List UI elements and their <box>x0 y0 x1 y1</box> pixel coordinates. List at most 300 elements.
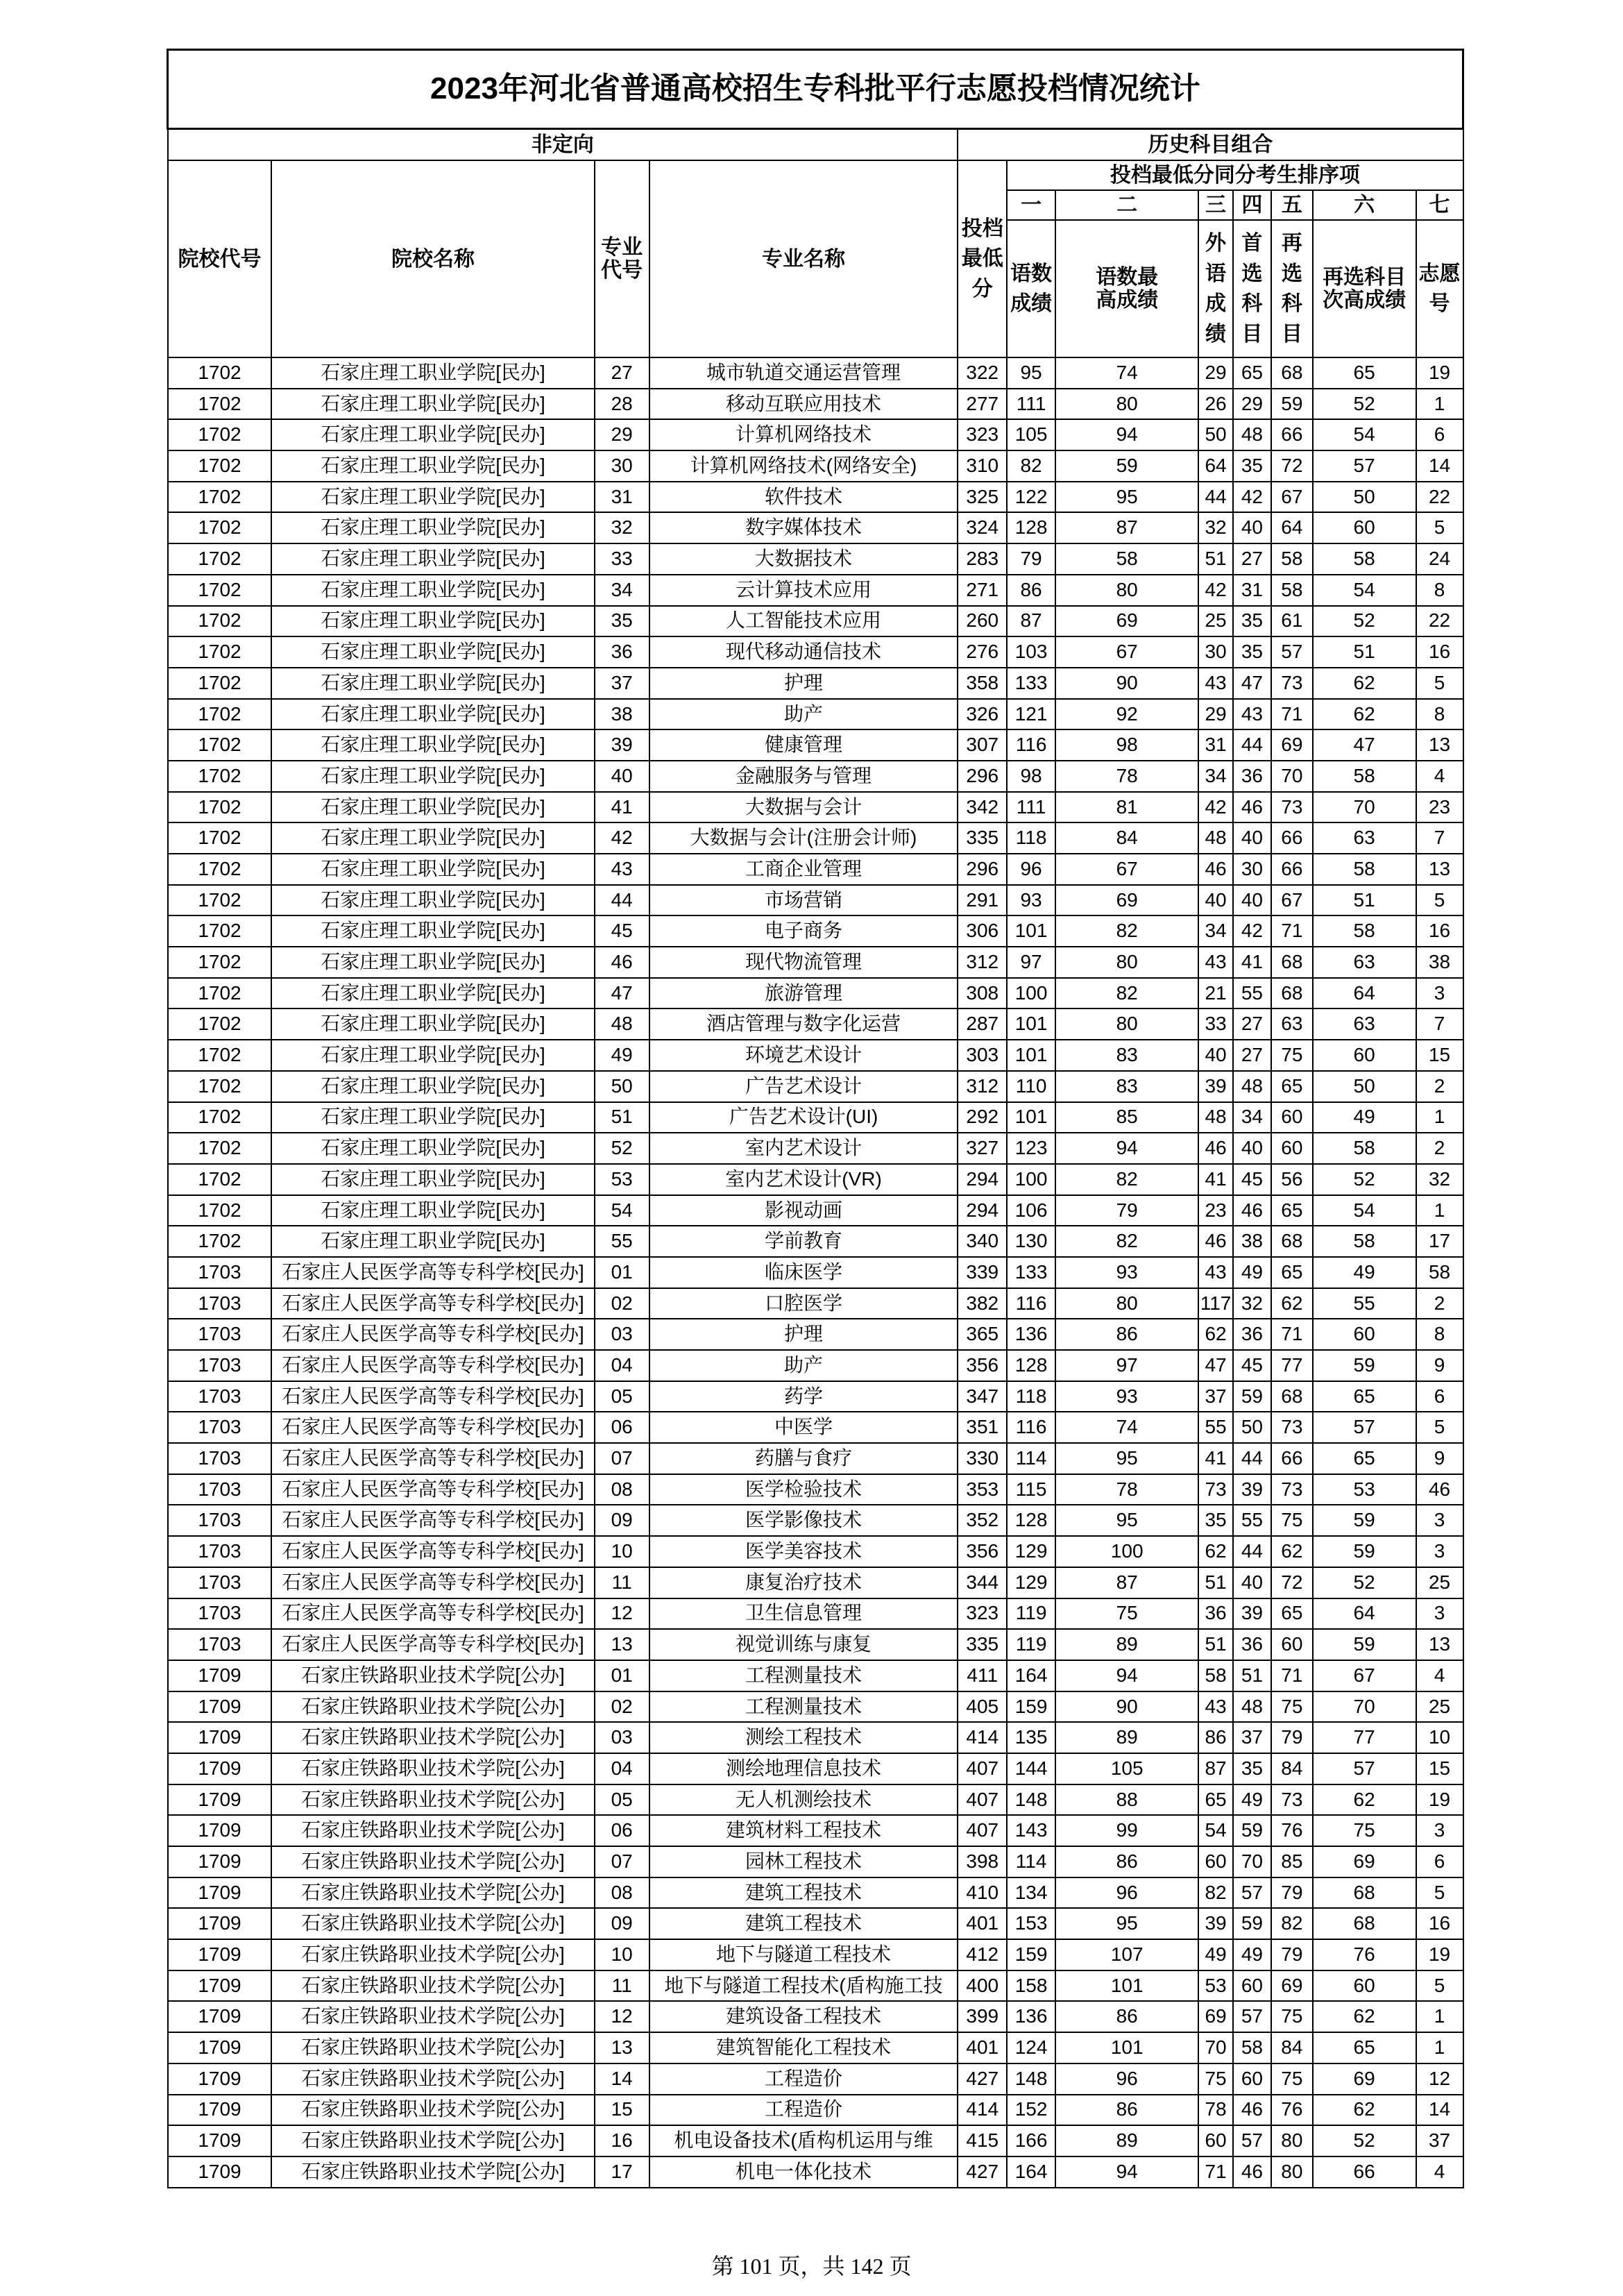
cell-school-name: 石家庄人民医学高等专科学校[民办] <box>271 1598 594 1630</box>
cell-first-subject: 60 <box>1233 1970 1271 2002</box>
table-row <box>168 1474 1463 1505</box>
cell-foreign-language: 46 <box>1198 1133 1232 1164</box>
cell-chinese-math-score: 79 <box>1007 543 1055 575</box>
cell-school-code: 1703 <box>168 1536 272 1567</box>
cell-reselect-second: 57 <box>1313 450 1416 482</box>
cell-major-name: 金融服务与管理 <box>649 761 958 792</box>
cell-major-name: 测绘地理信息技术 <box>649 1753 958 1784</box>
cell-chinese-math-max: 82 <box>1055 1164 1198 1195</box>
cell-major-code: 50 <box>595 1071 649 1102</box>
cell-chinese-math-max: 87 <box>1055 512 1198 543</box>
cell-foreign-language: 39 <box>1198 1908 1232 1939</box>
cell-school-code: 1703 <box>168 1381 272 1412</box>
cell-chinese-math-max: 74 <box>1055 357 1198 389</box>
cell-foreign-language: 41 <box>1198 1164 1232 1195</box>
cell-school-code: 1709 <box>168 1970 272 2002</box>
cell-reselect-second: 58 <box>1313 1226 1416 1257</box>
cell-preference-no: 16 <box>1416 1908 1463 1939</box>
cell-major-name: 旅游管理 <box>649 978 958 1009</box>
table-row <box>168 1226 1463 1257</box>
cell-major-name: 护理 <box>649 668 958 699</box>
cell-chinese-math-score: 97 <box>1007 947 1055 978</box>
cell-school-code: 1709 <box>168 1815 272 1846</box>
cell-preference-no: 12 <box>1416 2063 1463 2095</box>
cell-chinese-math-max: 90 <box>1055 668 1198 699</box>
cell-foreign-language: 43 <box>1198 1691 1232 1723</box>
cell-preference-no: 6 <box>1416 1846 1463 1877</box>
cell-chinese-math-score: 159 <box>1007 1691 1055 1723</box>
cell-foreign-language: 53 <box>1198 1970 1232 2002</box>
cell-foreign-language: 70 <box>1198 2032 1232 2063</box>
cell-foreign-language: 30 <box>1198 636 1232 668</box>
cell-chinese-math-score: 129 <box>1007 1536 1055 1567</box>
cell-major-code: 29 <box>595 419 649 450</box>
cell-preference-no: 2 <box>1416 1288 1463 1319</box>
cell-min-score: 410 <box>958 1877 1007 1909</box>
cell-major-code: 05 <box>595 1381 649 1412</box>
cell-foreign-language: 46 <box>1198 854 1232 885</box>
cell-min-score: 287 <box>958 1008 1007 1040</box>
cell-reselect-second: 62 <box>1313 2001 1416 2032</box>
cell-foreign-language: 37 <box>1198 1381 1232 1412</box>
table-row <box>168 389 1463 420</box>
cell-school-name: 石家庄铁路职业技术学院[公办] <box>271 1722 594 1753</box>
cell-chinese-math-score: 82 <box>1007 450 1055 482</box>
cell-chinese-math-score: 128 <box>1007 1350 1055 1381</box>
cell-reselect-subject: 65 <box>1271 1195 1313 1226</box>
page-footer: 第 101 页，共 142 页 <box>711 2254 912 2279</box>
cell-min-score: 347 <box>958 1381 1007 1412</box>
cell-chinese-math-max: 80 <box>1055 947 1198 978</box>
cell-major-code: 04 <box>595 1753 649 1784</box>
cell-major-name: 电子商务 <box>649 915 958 947</box>
cell-first-subject: 41 <box>1233 947 1271 978</box>
cell-reselect-subject: 79 <box>1271 1939 1313 1970</box>
cell-major-name: 工程造价 <box>649 2095 958 2126</box>
cell-foreign-language: 117 <box>1198 1288 1232 1319</box>
cell-first-subject: 35 <box>1233 636 1271 668</box>
table-row <box>168 915 1463 947</box>
cell-school-name: 石家庄理工职业学院[民办] <box>271 947 594 978</box>
table-row <box>168 1443 1463 1474</box>
cell-major-name: 建筑工程技术 <box>649 1877 958 1909</box>
cell-school-code: 1702 <box>168 1226 272 1257</box>
admission-table <box>167 49 1464 2188</box>
cell-reselect-subject: 75 <box>1271 1040 1313 1071</box>
cell-preference-no: 24 <box>1416 543 1463 575</box>
cell-school-name: 石家庄人民医学高等专科学校[民办] <box>271 1536 594 1567</box>
cell-chinese-math-max: 88 <box>1055 1784 1198 1816</box>
cell-preference-no: 5 <box>1416 668 1463 699</box>
table-row <box>168 1102 1463 1133</box>
cell-major-code: 01 <box>595 1257 649 1288</box>
cell-reselect-subject: 68 <box>1271 1226 1313 1257</box>
cell-school-name: 石家庄人民医学高等专科学校[民办] <box>271 1443 594 1474</box>
cell-reselect-subject: 63 <box>1271 1008 1313 1040</box>
cell-reselect-second: 66 <box>1313 2156 1416 2188</box>
cell-school-code: 1709 <box>168 2156 272 2188</box>
cell-major-name: 测绘工程技术 <box>649 1722 958 1753</box>
cell-foreign-language: 31 <box>1198 729 1232 761</box>
cell-major-code: 10 <box>595 1939 649 1970</box>
cell-min-score: 339 <box>958 1257 1007 1288</box>
cell-min-score: 271 <box>958 575 1007 606</box>
cell-foreign-language: 44 <box>1198 482 1232 513</box>
cell-preference-no: 14 <box>1416 2095 1463 2126</box>
cell-foreign-language: 21 <box>1198 978 1232 1009</box>
cell-reselect-second: 75 <box>1313 1815 1416 1846</box>
table-row <box>168 1815 1463 1846</box>
cell-foreign-language: 46 <box>1198 1226 1232 1257</box>
cell-min-score: 405 <box>958 1691 1007 1723</box>
cell-first-subject: 43 <box>1233 699 1271 730</box>
table-row <box>168 1784 1463 1816</box>
cell-first-subject: 57 <box>1233 2125 1271 2156</box>
table-row <box>168 947 1463 978</box>
cell-major-code: 13 <box>595 2032 649 2063</box>
cell-foreign-language: 75 <box>1198 2063 1232 2095</box>
cell-school-name: 石家庄铁路职业技术学院[公办] <box>271 1691 594 1723</box>
cell-foreign-language: 73 <box>1198 1474 1232 1505</box>
table-row <box>168 2156 1463 2188</box>
cell-min-score: 414 <box>958 1722 1007 1753</box>
cell-reselect-second: 50 <box>1313 482 1416 513</box>
cell-reselect-second: 68 <box>1313 1908 1416 1939</box>
cell-reselect-second: 69 <box>1313 1846 1416 1877</box>
cell-school-code: 1702 <box>168 512 272 543</box>
cell-major-name: 医学美容技术 <box>649 1536 958 1567</box>
cell-school-name: 石家庄理工职业学院[民办] <box>271 636 594 668</box>
cell-reselect-second: 51 <box>1313 636 1416 668</box>
cell-school-code: 1709 <box>168 1753 272 1784</box>
cell-chinese-math-score: 116 <box>1007 729 1055 761</box>
cell-foreign-language: 43 <box>1198 1257 1232 1288</box>
cell-chinese-math-max: 67 <box>1055 854 1198 885</box>
cell-chinese-math-max: 94 <box>1055 1660 1198 1691</box>
cell-major-code: 27 <box>595 357 649 389</box>
cell-school-code: 1702 <box>168 1008 272 1040</box>
header-chinese-math-score: 语数成绩 <box>1007 220 1055 357</box>
cell-school-code: 1709 <box>168 1908 272 1939</box>
cell-school-name: 石家庄理工职业学院[民办] <box>271 854 594 885</box>
cell-foreign-language: 86 <box>1198 1722 1232 1753</box>
cell-reselect-second: 60 <box>1313 512 1416 543</box>
cell-school-name: 石家庄理工职业学院[民办] <box>271 357 594 389</box>
cell-chinese-math-score: 100 <box>1007 978 1055 1009</box>
cell-major-name: 工程测量技术 <box>649 1691 958 1723</box>
cell-first-subject: 45 <box>1233 1164 1271 1195</box>
cell-first-subject: 40 <box>1233 1133 1271 1164</box>
cell-chinese-math-score: 123 <box>1007 1133 1055 1164</box>
cell-chinese-math-score: 96 <box>1007 854 1055 885</box>
cell-chinese-math-score: 118 <box>1007 822 1055 854</box>
cell-major-name: 计算机网络技术 <box>649 419 958 450</box>
cell-reselect-subject: 66 <box>1271 854 1313 885</box>
cell-reselect-subject: 66 <box>1271 419 1313 450</box>
cell-chinese-math-max: 83 <box>1055 1071 1198 1102</box>
cell-first-subject: 55 <box>1233 978 1271 1009</box>
cell-school-code: 1702 <box>168 792 272 823</box>
cell-school-code: 1702 <box>168 668 272 699</box>
cell-reselect-subject: 72 <box>1271 1567 1313 1598</box>
cell-reselect-subject: 82 <box>1271 1908 1313 1939</box>
cell-reselect-subject: 62 <box>1271 1288 1313 1319</box>
cell-reselect-second: 55 <box>1313 1288 1416 1319</box>
cell-foreign-language: 55 <box>1198 1412 1232 1443</box>
cell-first-subject: 46 <box>1233 2095 1271 2126</box>
cell-school-code: 1709 <box>168 1939 272 1970</box>
cell-chinese-math-max: 96 <box>1055 2063 1198 2095</box>
cell-school-code: 1703 <box>168 1319 272 1350</box>
cell-foreign-language: 34 <box>1198 915 1232 947</box>
cell-preference-no: 3 <box>1416 1536 1463 1567</box>
cell-chinese-math-max: 84 <box>1055 822 1198 854</box>
cell-chinese-math-score: 86 <box>1007 575 1055 606</box>
cell-school-name: 石家庄理工职业学院[民办] <box>271 1226 594 1257</box>
cell-chinese-math-score: 115 <box>1007 1474 1055 1505</box>
cell-preference-no: 16 <box>1416 915 1463 947</box>
cell-reselect-subject: 65 <box>1271 1257 1313 1288</box>
cell-first-subject: 57 <box>1233 1877 1271 1909</box>
cell-preference-no: 22 <box>1416 606 1463 637</box>
cell-school-name: 石家庄理工职业学院[民办] <box>271 1102 594 1133</box>
cell-first-subject: 48 <box>1233 1691 1271 1723</box>
cell-major-code: 14 <box>595 2063 649 2095</box>
cell-major-code: 37 <box>595 668 649 699</box>
cell-school-code: 1702 <box>168 729 272 761</box>
cell-preference-no: 46 <box>1416 1474 1463 1505</box>
cell-major-name: 学前教育 <box>649 1226 958 1257</box>
cell-major-name: 大数据与会计(注册会计师) <box>649 822 958 854</box>
cell-chinese-math-score: 122 <box>1007 482 1055 513</box>
cell-school-code: 1702 <box>168 1164 272 1195</box>
cell-foreign-language: 51 <box>1198 543 1232 575</box>
cell-reselect-second: 57 <box>1313 1753 1416 1784</box>
cell-reselect-subject: 75 <box>1271 2063 1313 2095</box>
cell-reselect-subject: 57 <box>1271 636 1313 668</box>
cell-first-subject: 48 <box>1233 419 1271 450</box>
cell-min-score: 323 <box>958 1598 1007 1630</box>
cell-reselect-subject: 68 <box>1271 1381 1313 1412</box>
header-order-1: 一 <box>1007 190 1055 220</box>
cell-reselect-second: 49 <box>1313 1257 1416 1288</box>
cell-school-code: 1702 <box>168 854 272 885</box>
cell-min-score: 312 <box>958 947 1007 978</box>
cell-min-score: 358 <box>958 668 1007 699</box>
cell-min-score: 322 <box>958 357 1007 389</box>
cell-reselect-subject: 69 <box>1271 1970 1313 2002</box>
table-row <box>168 450 1463 482</box>
cell-school-code: 1702 <box>168 389 272 420</box>
cell-foreign-language: 62 <box>1198 1536 1232 1567</box>
cell-preference-no: 5 <box>1416 1877 1463 1909</box>
cell-chinese-math-max: 86 <box>1055 1846 1198 1877</box>
cell-chinese-math-score: 114 <box>1007 1846 1055 1877</box>
cell-chinese-math-max: 98 <box>1055 729 1198 761</box>
cell-reselect-subject: 73 <box>1271 1412 1313 1443</box>
cell-major-code: 40 <box>595 761 649 792</box>
cell-major-name: 广告艺术设计 <box>649 1071 958 1102</box>
cell-first-subject: 39 <box>1233 1598 1271 1630</box>
cell-chinese-math-score: 129 <box>1007 1567 1055 1598</box>
cell-reselect-second: 58 <box>1313 543 1416 575</box>
cell-major-name: 云计算技术应用 <box>649 575 958 606</box>
cell-reselect-subject: 75 <box>1271 1691 1313 1723</box>
cell-first-subject: 27 <box>1233 1040 1271 1071</box>
cell-chinese-math-max: 92 <box>1055 699 1198 730</box>
cell-major-name: 工程测量技术 <box>649 1660 958 1691</box>
cell-preference-no: 6 <box>1416 419 1463 450</box>
cell-reselect-subject: 59 <box>1271 389 1313 420</box>
header-major-code: 专业代号 <box>595 160 649 357</box>
cell-school-name: 石家庄人民医学高等专科学校[民办] <box>271 1350 594 1381</box>
cell-first-subject: 34 <box>1233 1102 1271 1133</box>
cell-major-code: 02 <box>595 1288 649 1319</box>
cell-chinese-math-max: 94 <box>1055 2156 1198 2188</box>
cell-reselect-subject: 71 <box>1271 1319 1313 1350</box>
cell-min-score: 335 <box>958 822 1007 854</box>
cell-major-name: 影视动画 <box>649 1195 958 1226</box>
cell-major-code: 28 <box>595 389 649 420</box>
cell-reselect-subject: 67 <box>1271 885 1313 916</box>
cell-min-score: 407 <box>958 1753 1007 1784</box>
cell-reselect-subject: 68 <box>1271 357 1313 389</box>
cell-school-code: 1703 <box>168 1567 272 1598</box>
cell-preference-no: 13 <box>1416 1629 1463 1660</box>
cell-min-score: 412 <box>958 1939 1007 1970</box>
cell-chinese-math-score: 148 <box>1007 1784 1055 1816</box>
header-order-4: 四 <box>1233 190 1271 220</box>
cell-school-code: 1702 <box>168 822 272 854</box>
cell-preference-no: 4 <box>1416 761 1463 792</box>
cell-major-name: 机电设备技术(盾构机运用与维 <box>649 2125 958 2156</box>
cell-foreign-language: 40 <box>1198 1040 1232 1071</box>
table-row <box>168 512 1463 543</box>
cell-first-subject: 49 <box>1233 1939 1271 1970</box>
cell-min-score: 326 <box>958 699 1007 730</box>
cell-chinese-math-max: 59 <box>1055 450 1198 482</box>
cell-chinese-math-max: 105 <box>1055 1753 1198 1784</box>
cell-school-name: 石家庄理工职业学院[民办] <box>271 822 594 854</box>
header-min-score: 投档最低分 <box>958 160 1007 357</box>
cell-min-score: 398 <box>958 1846 1007 1877</box>
table-row <box>168 2001 1463 2032</box>
cell-school-code: 1703 <box>168 1505 272 1536</box>
cell-major-name: 现代物流管理 <box>649 947 958 978</box>
cell-chinese-math-score: 93 <box>1007 885 1055 916</box>
cell-major-code: 31 <box>595 482 649 513</box>
cell-chinese-math-max: 93 <box>1055 1381 1198 1412</box>
cell-reselect-second: 54 <box>1313 419 1416 450</box>
cell-reselect-subject: 71 <box>1271 1660 1313 1691</box>
cell-reselect-second: 65 <box>1313 357 1416 389</box>
cell-major-code: 35 <box>595 606 649 637</box>
table-row <box>168 1660 1463 1691</box>
cell-min-score: 340 <box>958 1226 1007 1257</box>
cell-chinese-math-max: 80 <box>1055 389 1198 420</box>
cell-school-name: 石家庄理工职业学院[民办] <box>271 885 594 916</box>
cell-min-score: 356 <box>958 1536 1007 1567</box>
table-row <box>168 1567 1463 1598</box>
cell-min-score: 407 <box>958 1815 1007 1846</box>
cell-chinese-math-score: 119 <box>1007 1629 1055 1660</box>
cell-preference-no: 23 <box>1416 792 1463 823</box>
header-order-5: 五 <box>1271 190 1313 220</box>
cell-first-subject: 47 <box>1233 668 1271 699</box>
cell-major-code: 07 <box>595 1443 649 1474</box>
cell-major-code: 33 <box>595 543 649 575</box>
cell-major-code: 53 <box>595 1164 649 1195</box>
cell-major-code: 45 <box>595 915 649 947</box>
cell-reselect-subject: 61 <box>1271 606 1313 637</box>
cell-first-subject: 46 <box>1233 792 1271 823</box>
cell-chinese-math-score: 128 <box>1007 512 1055 543</box>
cell-major-name: 临床医学 <box>649 1257 958 1288</box>
cell-reselect-second: 62 <box>1313 699 1416 730</box>
cell-major-name: 药学 <box>649 1381 958 1412</box>
cell-chinese-math-max: 80 <box>1055 1288 1198 1319</box>
table-row <box>168 2095 1463 2126</box>
cell-chinese-math-score: 144 <box>1007 1753 1055 1784</box>
cell-school-code: 1702 <box>168 1071 272 1102</box>
cell-reselect-second: 59 <box>1313 1629 1416 1660</box>
cell-foreign-language: 34 <box>1198 761 1232 792</box>
table-row <box>168 1319 1463 1350</box>
cell-chinese-math-score: 118 <box>1007 1381 1055 1412</box>
cell-chinese-math-score: 111 <box>1007 389 1055 420</box>
cell-min-score: 306 <box>958 915 1007 947</box>
cell-preference-no: 7 <box>1416 822 1463 854</box>
cell-major-name: 口腔医学 <box>649 1288 958 1319</box>
cell-major-code: 04 <box>595 1350 649 1381</box>
cell-preference-no: 9 <box>1416 1350 1463 1381</box>
cell-school-name: 石家庄理工职业学院[民办] <box>271 668 594 699</box>
cell-foreign-language: 50 <box>1198 419 1232 450</box>
cell-foreign-language: 60 <box>1198 1846 1232 1877</box>
cell-reselect-subject: 69 <box>1271 729 1313 761</box>
cell-school-code: 1702 <box>168 419 272 450</box>
cell-first-subject: 44 <box>1233 1443 1271 1474</box>
header-preference-no: 志愿号 <box>1416 220 1463 357</box>
cell-min-score: 296 <box>958 761 1007 792</box>
cell-major-name: 建筑设备工程技术 <box>649 2001 958 2032</box>
cell-reselect-subject: 77 <box>1271 1350 1313 1381</box>
cell-reselect-second: 64 <box>1313 1598 1416 1630</box>
cell-school-name: 石家庄铁路职业技术学院[公办] <box>271 1846 594 1877</box>
cell-school-code: 1703 <box>168 1257 272 1288</box>
cell-preference-no: 3 <box>1416 1815 1463 1846</box>
cell-foreign-language: 40 <box>1198 885 1232 916</box>
cell-school-name: 石家庄铁路职业技术学院[公办] <box>271 2032 594 2063</box>
cell-chinese-math-max: 82 <box>1055 915 1198 947</box>
table-row <box>168 357 1463 389</box>
cell-first-subject: 38 <box>1233 1226 1271 1257</box>
cell-chinese-math-score: 105 <box>1007 419 1055 450</box>
cell-chinese-math-max: 83 <box>1055 1040 1198 1071</box>
cell-min-score: 352 <box>958 1505 1007 1536</box>
cell-major-code: 10 <box>595 1536 649 1567</box>
cell-major-name: 室内艺术设计(VR) <box>649 1164 958 1195</box>
cell-min-score: 344 <box>958 1567 1007 1598</box>
cell-major-code: 13 <box>595 1629 649 1660</box>
cell-school-name: 石家庄理工职业学院[民办] <box>271 482 594 513</box>
table-row <box>168 606 1463 637</box>
table-row <box>168 854 1463 885</box>
cell-preference-no: 5 <box>1416 885 1463 916</box>
cell-first-subject: 44 <box>1233 729 1271 761</box>
cell-school-name: 石家庄理工职业学院[民办] <box>271 1133 594 1164</box>
cell-chinese-math-max: 86 <box>1055 2095 1198 2126</box>
